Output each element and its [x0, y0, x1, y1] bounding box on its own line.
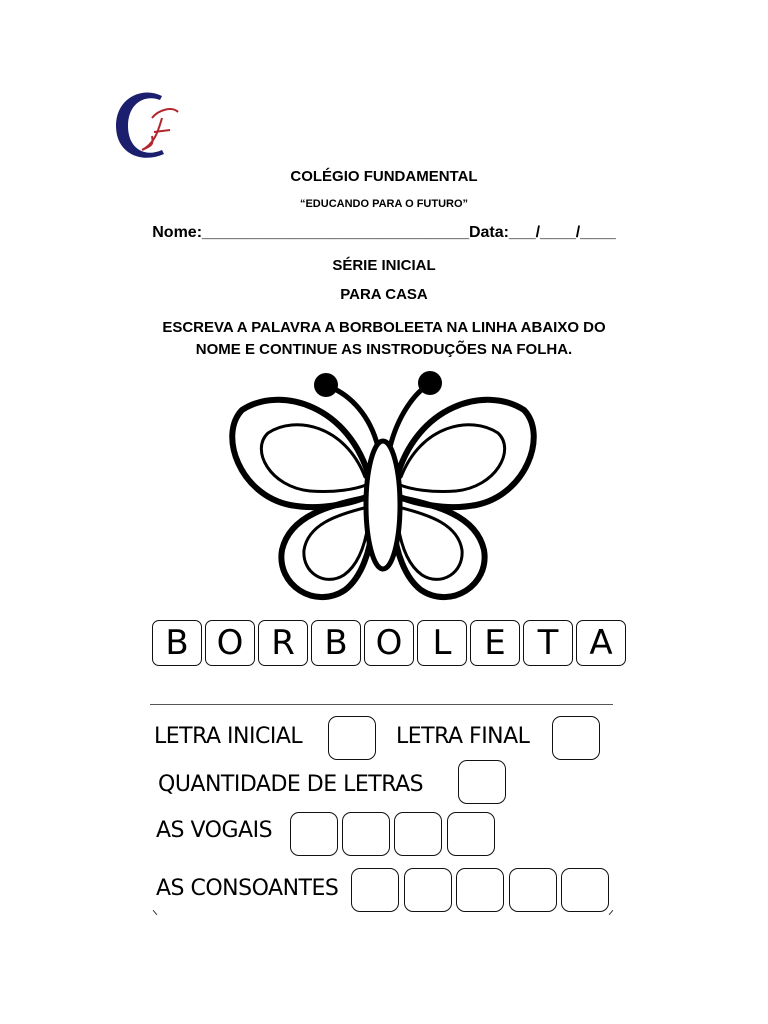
corner-mark [153, 910, 158, 915]
right-antenna [390, 385, 428, 447]
letter-box: O [364, 620, 414, 666]
instructions-line-1: ESCREVA A PALAVRA A BORBOLEETA NA LINHA ABAIXO DO [162, 319, 606, 336]
butterfly-illustration [220, 365, 546, 615]
letter-box: O [205, 620, 255, 666]
right-lower-wing [394, 497, 485, 597]
instructions-line-2: NOME E CONTINUE AS INSTRODUÇÕES NA FOLHA. [195, 341, 573, 358]
letter-box: R [258, 620, 308, 666]
left-antenna-tip [314, 373, 338, 397]
quantidade-label: QUANTIDADE DE LETRAS [158, 772, 424, 797]
letra-final-box[interactable] [552, 716, 600, 760]
letra-inicial-box[interactable] [328, 716, 376, 760]
consoante-box[interactable] [456, 868, 504, 912]
vogal-box[interactable] [447, 812, 495, 856]
school-motto: “EDUCANDO PARA O FUTURO” [299, 198, 469, 210]
corner-mark [609, 910, 614, 915]
writing-line[interactable] [150, 704, 613, 705]
letra-final-label: LETRA FINAL [396, 724, 530, 749]
vogal-box[interactable] [394, 812, 442, 856]
butterfly-body [366, 441, 400, 569]
letter-box: T [523, 620, 573, 666]
letter-box: B [152, 620, 202, 666]
letter-box: L [417, 620, 467, 666]
word-letter-row [152, 620, 626, 668]
letter-box: A [576, 620, 626, 666]
consoantes-label: AS CONSOANTES [156, 876, 339, 901]
consoante-box[interactable] [404, 868, 452, 912]
name-date-field[interactable]: Nome:______________________________Data:___/____/____ [152, 224, 616, 241]
right-antenna-tip [418, 371, 442, 395]
vogal-box[interactable] [342, 812, 390, 856]
vogal-box[interactable] [290, 812, 338, 856]
consoante-box[interactable] [351, 868, 399, 912]
letter-box: E [470, 620, 520, 666]
consoante-box[interactable] [561, 868, 609, 912]
consoante-box[interactable] [509, 868, 557, 912]
serie-label: SÉRIE INICIAL [332, 257, 436, 274]
left-lower-wing [281, 497, 372, 597]
school-logo [108, 88, 188, 164]
para-casa-label: PARA CASA [340, 286, 428, 303]
logo-f-letter [142, 109, 178, 150]
vogais-label: AS VOGAIS [156, 818, 273, 843]
letter-box: B [311, 620, 361, 666]
school-name: COLÉGIO FUNDAMENTAL [290, 168, 478, 185]
quantidade-box[interactable] [458, 760, 506, 804]
instructions [0, 317, 768, 361]
logo-c-letter [116, 93, 164, 158]
letra-inicial-label: LETRA INICIAL [154, 724, 303, 749]
